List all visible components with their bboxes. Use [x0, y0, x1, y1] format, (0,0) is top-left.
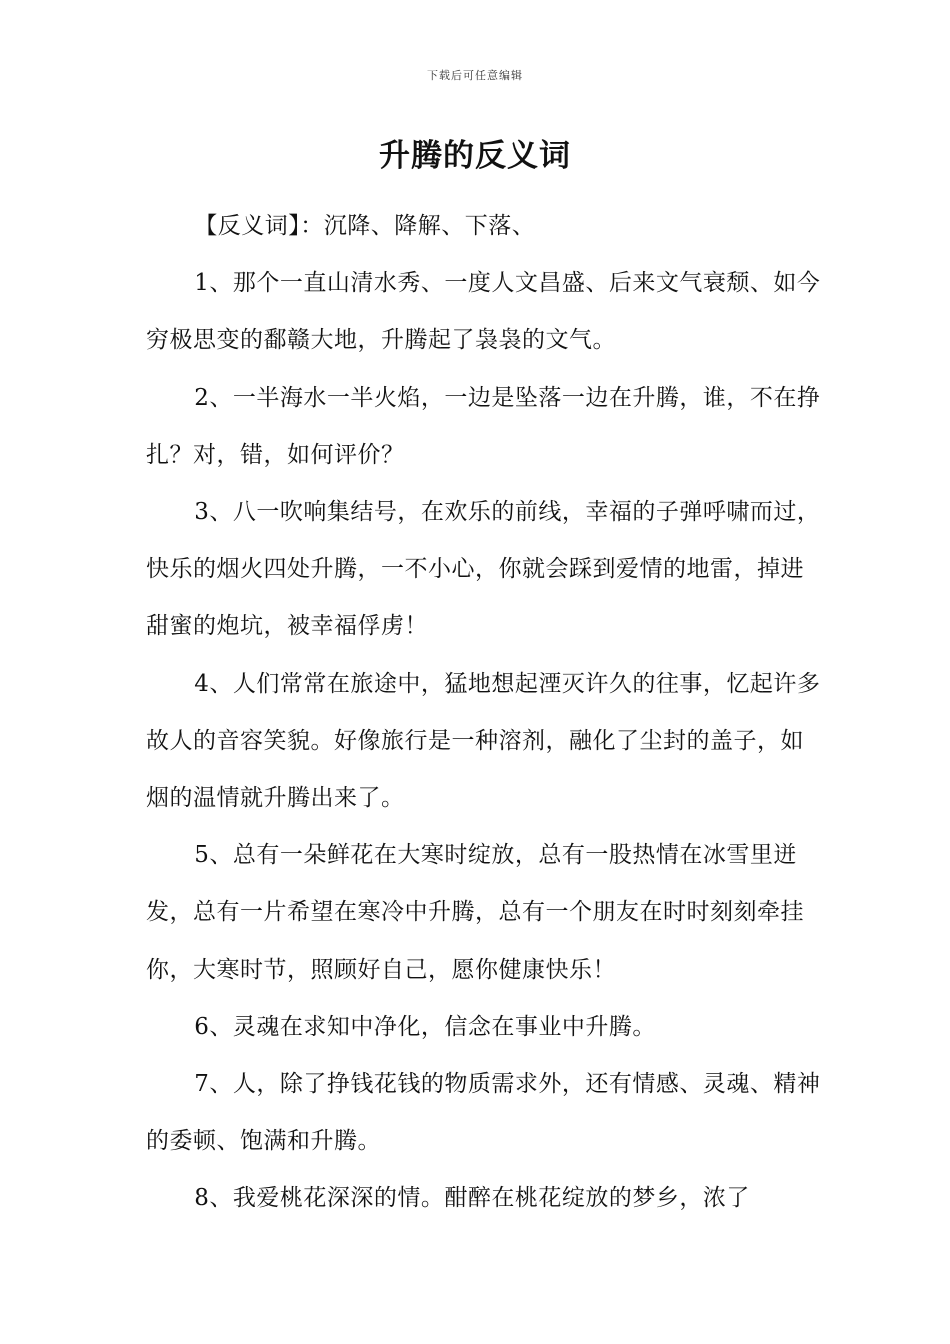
- paragraph-3: 3、八一吹响集结号，在欢乐的前线，幸福的子弹呼啸而过，快乐的烟火四处升腾，一不小心，你就会踩到爱情的地雷，掉进甜蜜的炮坑，被幸福俘虏！: [146, 499, 821, 640]
- document-title: 升腾的反义词: [379, 138, 571, 174]
- header-note: 下载后可任意编辑: [427, 69, 523, 82]
- paragraph-6: 6、灵魂在求知中净化，信念在事业中升腾。: [194, 1013, 656, 1040]
- paragraph-antonyms: 【反义词】：沉降、降解、下落、: [194, 213, 536, 239]
- document-body: [146, 198, 826, 1228]
- paragraph-4: 4、人们常常在旅途中，猛地想起湮灭许久的往事，忆起许多故人的音容笑貌。好像旅行是一种溶剂，融化了尘封的盖子，如烟的温情就升腾出来了。: [146, 670, 821, 812]
- paragraph-2: 2、一半海水一半火焰，一边是坠落一边在升腾，谁，不在挣扎？对，错，如何评价？: [146, 384, 821, 468]
- paragraph-5: 5、总有一朵鲜花在大寒时绽放，总有一股热情在冰雪里迸发，总有一片希望在寒冷中升腾，总有一个朋友在时时刻刻牵挂你，大寒时节，照顾好自己，愿你健康快乐！: [146, 842, 804, 983]
- paragraph-7: 7、人，除了挣钱花钱的物质需求外，还有情感、灵魂、精神的委顿、饱满和升腾。: [146, 1071, 821, 1155]
- paragraph-1: 1、那个一直山清水秀、一度人文昌盛、后来文气衰颓、如今穷极思变的鄱赣大地，升腾起了袅袅的文气。: [146, 270, 821, 354]
- paragraph-8: 8、我爱桃花深深的情。酣醉在桃花绽放的梦乡，浓了: [194, 1185, 750, 1212]
